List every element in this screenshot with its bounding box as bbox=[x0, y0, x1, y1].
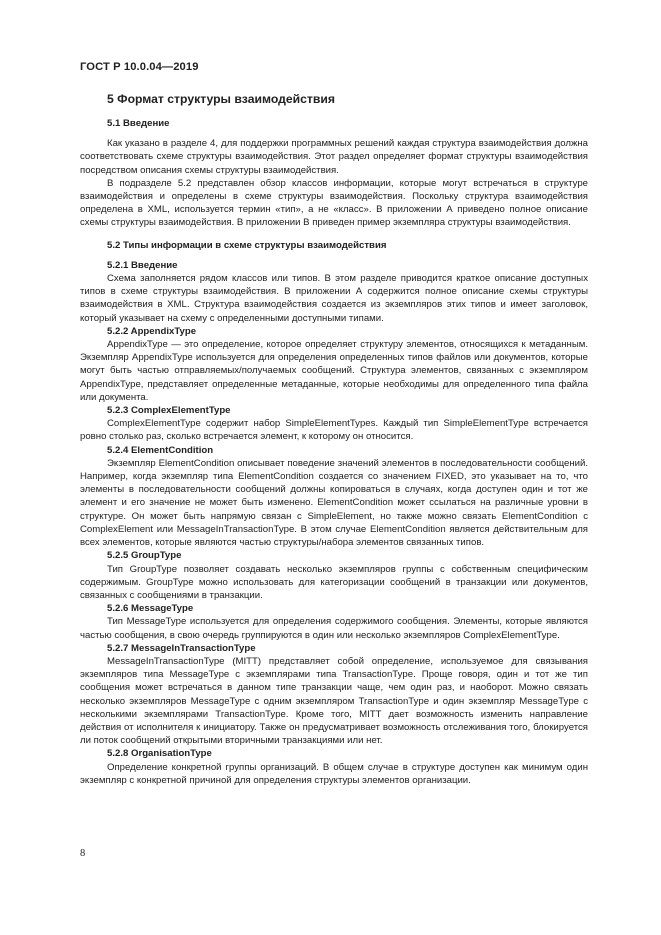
document-header: ГОСТ Р 10.0.04—2019 bbox=[80, 61, 199, 73]
clause-title-5-2-3: 5.2.3 ComplexElementType bbox=[107, 405, 231, 417]
clause-title-5-2-7: 5.2.7 MessageInTransactionType bbox=[107, 642, 256, 654]
section-title: 5 Формат структуры взаимодействия bbox=[107, 92, 335, 106]
clause-text: Тип MessageType используется для определения содержимого сообщения. Элементы, которые являются частью сообщения, в свою очередь группируются в один или несколько экземпляров ComplexElementType. bbox=[80, 616, 588, 641]
subsection-title-5-1: 5.1 Введение bbox=[107, 118, 170, 129]
clause-text: MessageInTransactionType (MITT) представляет собой определение, используемое для связывания экземпляров типа MessageType с экземплярами типа TransactionType. Проще говоря, один и тот же тип сообщения может встречаться в данном типе транзакции чаще, чем один раз, и наоборот. Можно связать несколько экземпляров MessageType с одним экземпляром TransactionType и один экземпляр MessageType с несколькими экземплярами TransactionType. Кроме того, MITT дает возможность изменить направление действия от исполнителя к инициатору. Также он предусматривает возможность отслеживания того, блокируется ли поток сообщений открытыми вторичными транзакциями или нет. bbox=[80, 655, 588, 747]
clause-text: Экземпляр ElementCondition описывает поведение значений элементов в последовательности сообщений. Например, когда экземпляр типа ElementCondition создается со значением FIXED, это указывает на то, что элементы в последовательности сообщений должны копироваться в случаях, когда доступен один и тот же элемент и его значение не может быть изменено. ElementCondition может ссылаться на различные уровни в структуре. Он может быть напрямую связан с SimpleElement, но также можно связать ElementCondition с ComplexElement или MessageInTransactionType. В этом случае ElementCondition является действительным для всех элементов, которые являются частью структуры/набора элементов связанных типов. bbox=[80, 457, 588, 549]
clause-text: Тип GroupType позволяет создавать несколько экземпляров группы с собственным специфическим содержимым. GroupType можно использовать для категоризации сообщений в транзакции или документов, связанных с сообщениями в транзакции. bbox=[80, 563, 588, 601]
clause-title-5-2-8: 5.2.8 OrganisationType bbox=[107, 748, 212, 760]
clause-text: AppendixType — это определение, которое определяет структуру элементов, относящихся к метаданным. Экземпляр AppendixType используется для определения определенных типов файлов или документов, которые могут быть частью отправляемых/получаемых сообщений. Структура элементов, связанных с экземпляром AppendixType, представляет определенные метаданные, которые необходимы для определенного типа файла или документа. bbox=[80, 339, 588, 403]
clause-text: Определение конкретной группы организаций. В общем случае в структуре доступен как минимум один экземпляр с конкретной причиной для определения структуры элементов организации. bbox=[80, 761, 588, 786]
clause-text: ComplexElementType содержит набор SimpleElementTypes. Каждый тип SimpleElementType встречается ровно столько раз, сколько встречается элемент, к которому он относится. bbox=[80, 418, 588, 443]
clause-title-5-2-5: 5.2.5 GroupType bbox=[107, 550, 182, 562]
paragraph: В подразделе 5.2 представлен обзор классов информации, которые могут встречаться в структуре взаимодействия и определены в схеме структуры взаимодействия. Поскольку структура взаимодействия определена в XML, используется термин «тип», а не «класс». В приложении А приведено полное описание схемы структуры взаимодействия. В приложении В приведен пример экземпляра структуры взаимодействия. bbox=[80, 177, 588, 229]
document-body bbox=[80, 91, 588, 787]
subsection-title-5-2: 5.2 Типы информации в схеме структуры взаимодействия bbox=[107, 239, 387, 251]
clause-title-5-2-2: 5.2.2 AppendixType bbox=[107, 325, 197, 337]
clause-text: Схема заполняется рядом классов или типов. В этом разделе приводится краткое описание доступных типов в схеме структуры взаимодействия. В приложении А содержится полное описание схемы структуры взаимодействия в XML. Структура взаимодействия создается из экземпляров этих типов и имеет заголовок, который указывает на схему с определенными доступными типами. bbox=[80, 273, 588, 324]
clause-title-5-2-1: 5.2.1 Введение bbox=[107, 259, 178, 271]
clause-title-5-2-6: 5.2.6 MessageType bbox=[107, 603, 194, 615]
page-number: 8 bbox=[80, 848, 86, 859]
clause-title-5-2-4: 5.2.4 ElementCondition bbox=[107, 444, 214, 456]
paragraph: Как указано в разделе 4, для поддержки программных решений каждая структура взаимодействия должна соответствовать схеме структуры взаимодействия. Этот раздел определяет формат структуры взаимодействия посредством описания схемы структуры взаимодействия. bbox=[80, 138, 588, 176]
